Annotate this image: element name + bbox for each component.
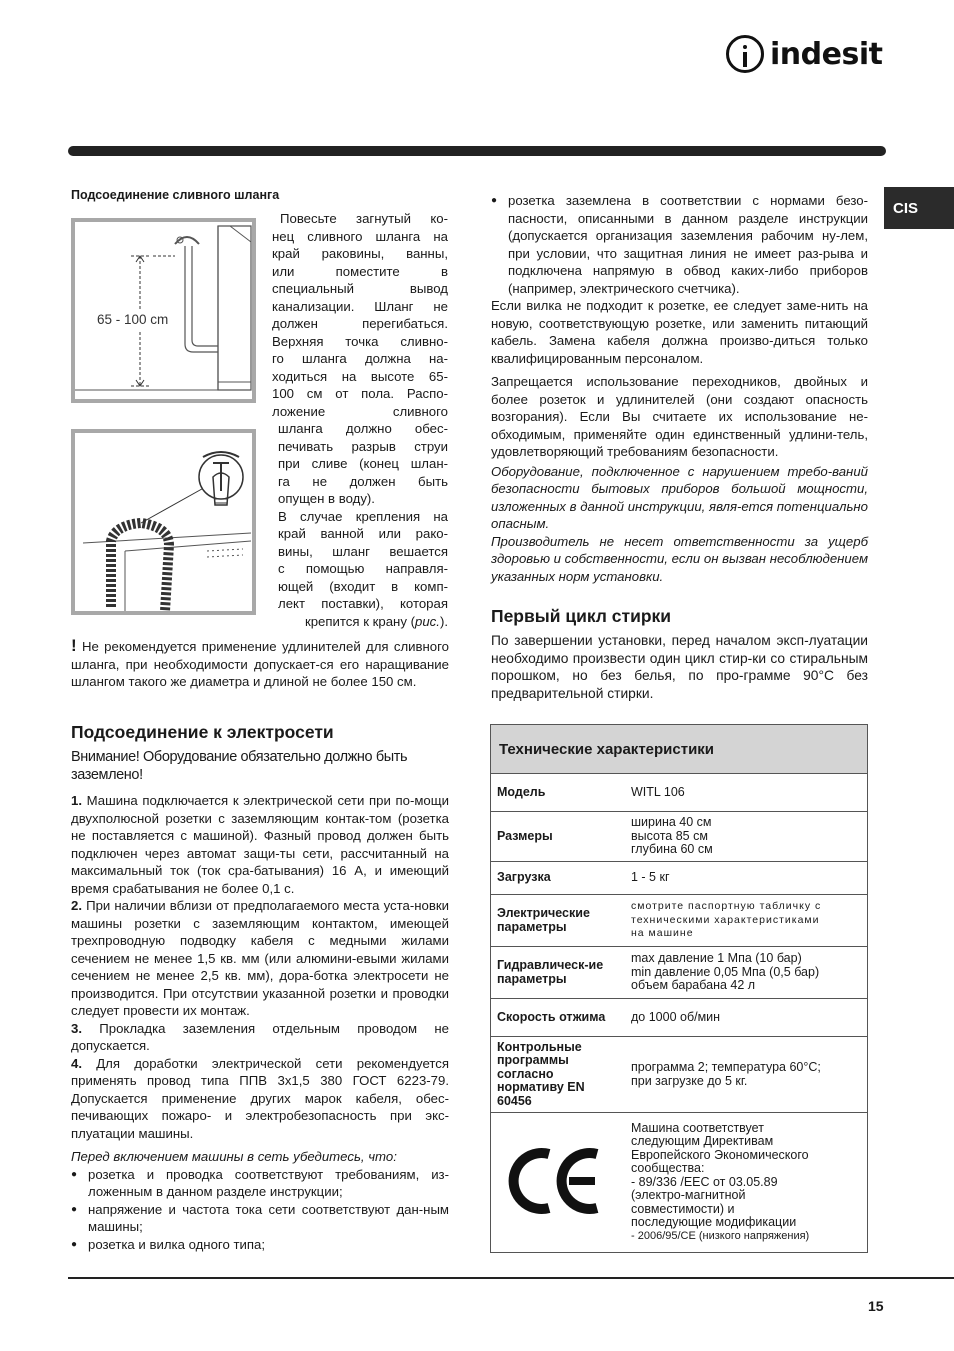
electric-continued <box>491 192 868 585</box>
first-cycle-text: По завершении установки, перед началом эксп-луатации необходимо произвести один цикл стир-ки со стиральным порошком, но без белья, по про-грамме 90°С без предварительной стирки. <box>491 633 868 701</box>
drain-line: ложение сливного <box>272 403 448 419</box>
table-row <box>491 862 868 895</box>
drain-line: край раковины, ванны, <box>272 246 448 261</box>
plug-replacement-text: Если вилка не подходит к розетке, ее следует заме-нить на новую, соответствующую розетке, или заменить питающий кабель. Замена кабеля должна произво-диться только квалифицированным персоналом. <box>491 298 868 366</box>
spec-value: смотрите паспортную табличку с техническими характеристиками на машине <box>619 895 868 947</box>
liability-note: Производитель не несет ответственности за ущерб здоровью и собственности, если он вызван несоблюдением указанных норм установки. <box>491 533 868 584</box>
adapter-prohibition-text: Запрещается использование переходников, двойных и более розеток и удлинителей (они создают опасность возгорания). Если Вы считаете их использование не-обходимым, применяйте один единственный удлини-тель, удовлетворяющий требованиям безопасности. <box>491 374 868 459</box>
drain-line: или поместите в <box>272 263 448 279</box>
drain-line: лект поставки), которая <box>278 596 448 611</box>
ce-mark-cell <box>491 1113 620 1253</box>
drain-line: при сливе (конец шлан- <box>278 456 448 471</box>
spec-value: программа 2; температура 60°С; при загрузке до 5 кг. <box>619 1037 868 1113</box>
drain-line: вины, шланг вешается <box>278 543 448 559</box>
spec-value: WITL 106 <box>619 774 868 812</box>
spec-label: Электрические параметры <box>491 895 620 947</box>
table-row <box>491 812 868 862</box>
drain-line: го шланга должна на- <box>272 351 448 366</box>
drain-section-title: Подсоединение сливного шланга <box>71 188 280 202</box>
hose-guide-illustration <box>75 433 252 611</box>
requirement-item: 1. Машина подключается к электрической сети при по-мощи двухполюсной розетки с заземляющим контак-том (розетка не поставляется с машиной). Фазный провод должен быть подключен через автомат защи-ты сети, рассчитанный на максимальный ток (ток сра-батывания) 16 А, и имеющий время срабатывания не более 0,1 с. <box>71 793 449 896</box>
indesit-logo <box>726 32 891 76</box>
drain-line: 100 см от пола. Распо- <box>272 386 448 401</box>
ce-mark-icon <box>505 1146 605 1216</box>
safety-note: Оборудование, подключенное с нарушением требо-ваний безопасности бытовых приборов большой мощности, изложенных в данной инструкции, явля-ется потенциально опасным. <box>491 463 868 531</box>
spec-value: max давление 1 Мпа (10 бар) min давление 0,05 Мпа (0,5 бар) объем барабана 42 л <box>619 947 868 999</box>
table-row <box>491 947 868 999</box>
drain-line: В случае крепления на <box>278 508 448 524</box>
spec-label: Размеры <box>491 812 620 862</box>
check-intro: Перед включением машины в сеть убедитесь, что: <box>71 1149 397 1164</box>
specs-table-title: Технические характеристики <box>491 725 868 774</box>
drain-line: га не должен быть <box>278 473 448 489</box>
requirement-item: 2. При наличии вблизи от предполагаемого места уста-новки машины розетки с заземляющим контактом, имеющей трехпроводную подводку кабеля с медными жилами сечением не менее 1,5 кв. мм (или алюмини-евыми жилами сечением не менее 2,5 кв. мм), дора-ботка электросети не производится. При отсутствии указанной розетки и проводки следует провести их монтаж. <box>71 898 449 1018</box>
drain-line: опущен в воду). <box>278 491 375 506</box>
warning-mark: ! <box>71 636 77 655</box>
table-row <box>491 1037 868 1113</box>
spec-label: Загрузка <box>491 862 620 895</box>
hose-extension-warning: ! Не рекомендуется применение удлинителей для сливного шланга, при необходимости допускает-ся его наращивание шлангом такого же диаметра и длиной не более 150 см. <box>71 636 449 689</box>
drain-line-last: крепится к крану (рис.). <box>304 613 448 629</box>
spec-value: ширина 40 см высота 85 см глубина 60 см <box>619 812 868 862</box>
drain-line: канализации. Шланг не <box>272 298 448 314</box>
check-item: ● розетка и проводка соответствуют требованиям, из-ложенным в данном разделе инструкции; <box>71 1166 449 1201</box>
table-row <box>491 999 868 1037</box>
first-cycle-title: Первый цикл стирки <box>491 606 672 626</box>
figure-hose-guide <box>71 429 256 615</box>
electric-requirements <box>71 792 449 1253</box>
requirement-item: 3. Прокладка заземления отдельным проводом не допускается. <box>71 1020 449 1053</box>
drain-line: с помощью направля- <box>278 561 448 576</box>
drain-instructions <box>272 210 448 630</box>
specs-table <box>490 724 868 1253</box>
page-number: 15 <box>868 1298 884 1314</box>
drain-line: нец сливного шланга на <box>272 228 448 244</box>
header-rule <box>68 146 886 156</box>
height-range-label: 65 - 100 cm <box>97 312 169 327</box>
check-item: ● розетка и вилка одного типа; <box>71 1236 449 1254</box>
electric-section-title: Подсоединение к электросети <box>71 722 334 742</box>
spec-label: Гидравлическ-ие параметры <box>491 947 620 999</box>
spec-label: Контрольные программы согласно нормативу EN 60456 <box>491 1037 620 1113</box>
drain-line: Повесьте загнутый ко- <box>280 211 448 226</box>
grounding-attention: Внимание! Оборудование обязательно должно быть заземлено! <box>71 749 408 783</box>
drain-line: печивать разрыв струи <box>278 438 448 454</box>
ce-compliance-text: Машина соответствует следующим Директивам Европейского Экономического сообщества: - 89/336 /EEC от 03.05.89 (электро-магнитной совместимости) и последующие модификации - 2006/95/CE (низкого напряжения) <box>619 1113 868 1253</box>
spec-label: Скорость отжима <box>491 999 620 1037</box>
table-row <box>491 774 868 812</box>
drain-line: ющей (входит в комп- <box>278 578 448 594</box>
language-tab: CIS <box>884 187 954 229</box>
spec-value: 1 - 5 кг <box>619 862 868 895</box>
spec-value: до 1000 об/мин <box>619 999 868 1037</box>
brand-i-icon <box>726 35 764 73</box>
table-row <box>491 1113 868 1253</box>
drain-line: ходиться на высоте 65- <box>272 368 448 384</box>
drain-line: шланга должно обес- <box>278 421 448 436</box>
check-item: ● напряжение и частота тока сети соответствуют дан-ным машины; <box>71 1201 449 1236</box>
figure-sink-hose <box>71 218 256 403</box>
check-item: ● розетка заземлена в соответствии с нормами безо-пасности, описанными в данном разделе инструкции (допускается организация заземления рабочим ну-лем, при условии, что защитная линия не имеет раз-рыва и подключена напрямую в обвод каких-либо приборов (например, электрического счетчика). <box>491 192 868 297</box>
spec-label: Модель <box>491 774 620 812</box>
requirement-item: 4. Для доработки электрической сети рекомендуется применять провод типа ППВ 3х1,5 380 ГОСТ 6223-79. Допускается применение других марок кабеля, обес-печивающих пожаро- и электробезопасность при экс-плуатации машины. <box>71 1055 449 1141</box>
drain-line: край ванной или рако- <box>278 526 448 541</box>
sink-hose-illustration <box>75 222 252 399</box>
drain-line: должен перегибаться. <box>272 316 448 331</box>
drain-line: Верхняя точка сливно- <box>272 333 448 349</box>
table-row <box>491 895 868 947</box>
drain-line: специальный вывод <box>272 281 448 296</box>
brand-wordmark: indesit <box>770 36 883 72</box>
footer-rule <box>68 1277 954 1279</box>
